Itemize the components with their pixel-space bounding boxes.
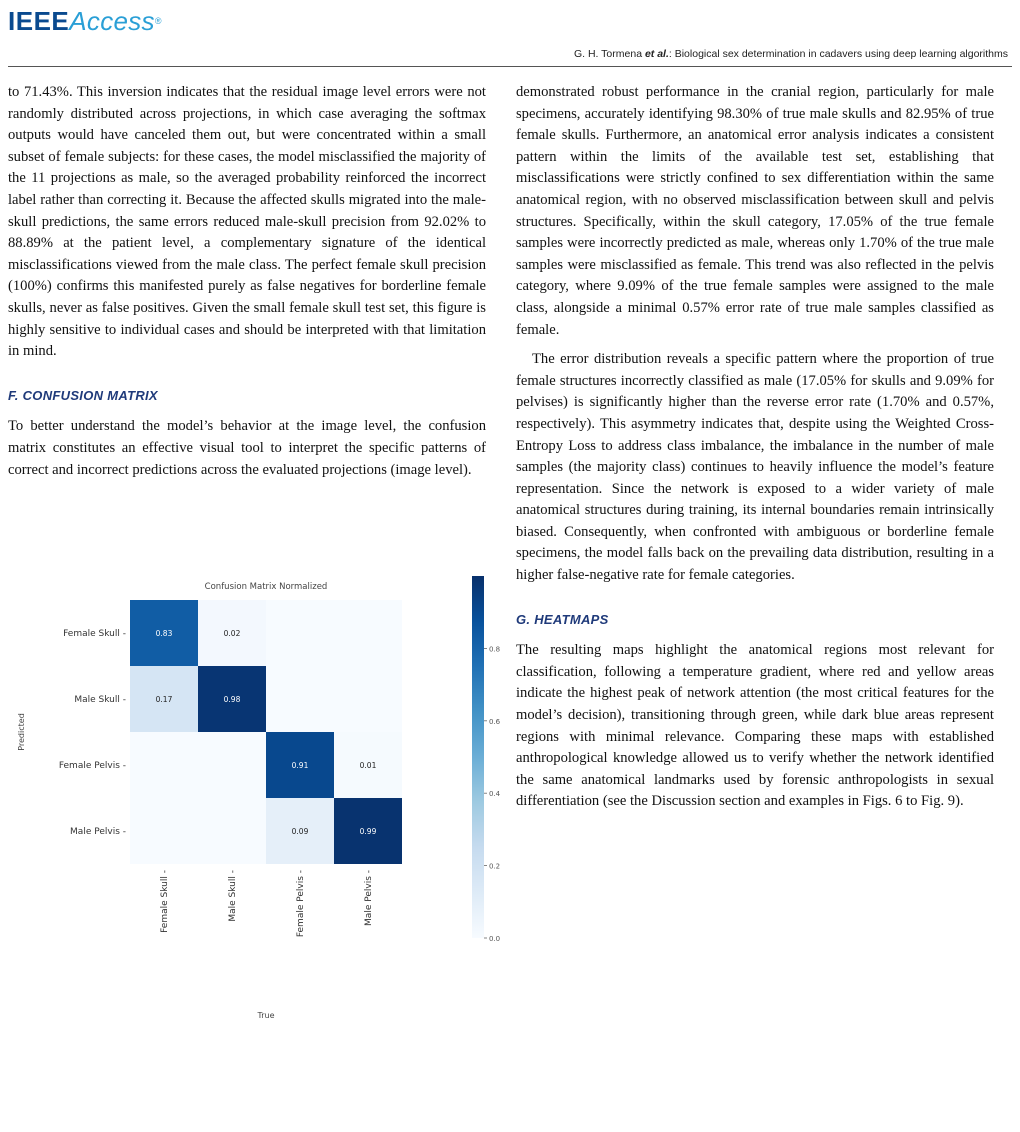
cell-value-label: 0.83 [155,629,173,638]
cell-value-label: 0.01 [359,761,377,770]
y-tick-label: Male Skull - [74,695,126,705]
x-tick-label: Male Pelvis - [364,870,374,926]
left-paragraph-1: to 71.43%. This inversion indicates that the residual image level errors were not randomly distributed across projections, in which case averaging the softmax outputs would have canceled them out, but were concentrated within a small subset of female subjects: for these cases, the model misclassified the majority of the 11 projections as male, so the averaged probability reinforced the incorrect label rather than correcting it. Because the affected skulls migrated into the male-skull predictions, the same errors reduced male-skull precision from 92.02% to 88.89% at the patient level, a complementary signature of the identical misclassifications viewed from the male class. The perfect female skull precision (100%) confirms this manifested purely as false negatives for borderline female skulls, never as false positives. Given the small female skull test set, this figure is highly sensitive to individual cases and should be interpreted with that limitation in mind. [8,84,486,360]
section-g-heading: G. HEATMAPS [516,611,609,627]
colorbar [472,576,484,938]
left-paragraph-2: To better understand the model’s behavior at the image level, the confusion matrix constitutes an effective visual tool to interpret the specific patterns of correct and incorrect predictions across the evaluated projections (image level). [8,418,486,478]
y-tick-label: Female Skull - [63,629,126,639]
x-tick-label: Female Skull - [160,870,170,933]
x-tick-label: Male Skull - [228,870,238,922]
x-tick-label: Female Pelvis - [296,870,306,938]
confusion-matrix-chart [14,570,500,1118]
section-f-heading: F. CONFUSION MATRIX [8,387,158,403]
logo-ieee: IEEE [8,6,70,36]
heatmap-cell [266,666,334,732]
colorbar-tick-label: 0.6 [489,717,500,726]
colorbar-tick-label: 0.0 [489,935,500,943]
logo-access: Access [69,6,155,36]
right-column [516,82,994,813]
colorbar-tick-label: 0.4 [489,790,500,799]
left-column [8,82,486,481]
y-tick-label: Male Pelvis - [70,827,126,837]
running-header [574,48,1008,60]
y-axis-title: Predicted [17,713,26,751]
right-paragraph-2: The error distribution reveals a specific pattern where the proportion of true female structures incorrectly classified as male (17.05% for skulls and 9.09% for pelvises) is significantly higher than the reverse error rate (1.70% and 0.57%, respectively). This asymmetry indicates that, despite using the Weighted Cross-Entropy Loss to address class imbalance, the imbalance in the number of male samples (the majority class) continues to heavily influence the model’s feature representation. Since the network is exposed to a wider variety of male anatomical structures during training, its internal boundaries remain intrinsically biased. Consequently, when confronted with ambiguous or borderline female specimens, the model falls back on the prevailing data distribution, resulting in a higher false-negative rate for female categories. [516,351,994,584]
running-etal: et al. [644,48,669,60]
chart-title: Confusion Matrix Normalized [204,582,328,592]
right-paragraph-1: demonstrated robust performance in the cranial region, particularly for male specimens, accurately identifying 98.30% of true male skulls and 82.95% of true female skulls. Furthermore, an anatomical error analysis indicates a consistent pattern within the limits of the available test set, establishing that misclassifications were strictly confined to sex differentiation within the same anatomical region, with no observed misclassification between skull and pelvis structures. Specifically, within the skull category, 17.05% of the true female samples were incorrectly predicted as male, whereas only 1.70% of the true male samples were misclassified as female. This trend was also reflected in the pelvis category, where 9.09% of the true female samples were assigned to the male class, alongside a minimal 0.57% error rate of true male samples classified as female. [516,84,994,338]
right-paragraph-3: The resulting maps highlight the anatomical regions most relevant for classification, following a temperature gradient, where red and yellow areas indicate the highest peak of network attention (the most critical features for the model’s decision), transitioning through green, while dark blue areas represent regions with minimal relevance. Comparing these maps with established anthropological knowledge allowed us to verify whether the network identified the same anatomical landmarks used by forensic anthropologists in sexual differentiation (see the Discussion section and examples in Figs. 6 to Fig. 9). [516,642,994,810]
header-rule [8,66,1012,67]
cell-value-label: 0.02 [223,629,241,638]
cell-value-label: 0.98 [223,695,241,704]
cell-value-label: 0.09 [291,827,309,836]
heatmap-cell [334,600,402,666]
cell-value-label: 0.99 [359,827,377,836]
running-title: : Biological sex determination in cadavers using deep learning algorithms [668,48,1008,60]
heatmap-cell [198,732,266,798]
cell-value-label: 0.91 [291,761,309,770]
colorbar-tick-label: 0.2 [489,862,500,871]
heatmap-cell [130,732,198,798]
y-tick-label: Female Pelvis - [58,761,126,771]
confusion-matrix-figure [14,570,500,1118]
cell-value-label: 0.17 [155,695,173,704]
x-axis-title: True [257,1011,275,1020]
heatmap-cell [334,666,402,732]
running-authors: G. H. Tormena [573,48,645,60]
heatmap-cell [266,600,334,666]
colorbar-tick-label: 0.8 [489,645,500,654]
logo-trademark: ® [154,16,162,26]
journal-logo [8,6,162,36]
heatmap-cell [198,798,266,864]
heatmap-cell [130,798,198,864]
